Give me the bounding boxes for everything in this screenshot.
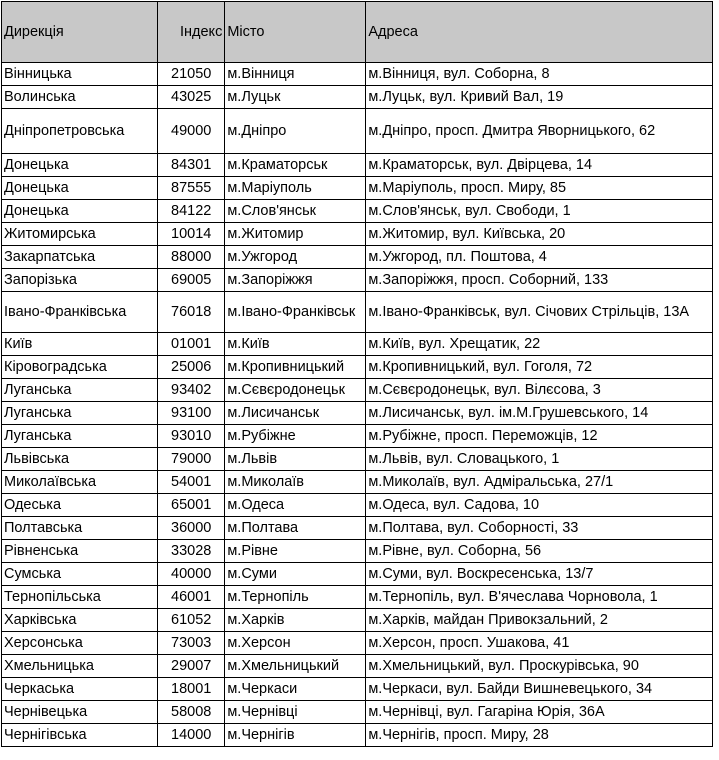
cell-city: м.Миколаїв: [225, 471, 366, 494]
table-row: [2, 448, 713, 471]
cell-index: 73003: [158, 632, 225, 655]
cell-index: 01001: [158, 333, 225, 356]
table-row: [2, 379, 713, 402]
cell-address: м.Суми, вул. Воскресенська, 13/7: [366, 563, 713, 586]
table-row: [2, 517, 713, 540]
cell-directorate: Кіровоградська: [2, 356, 158, 379]
header-index: Індекс: [158, 2, 225, 63]
cell-city: м.Кропивницький: [225, 356, 366, 379]
cell-address: м.Рубіжне, просп. Переможців, 12: [366, 425, 713, 448]
cell-index: 88000: [158, 246, 225, 269]
table-row: [2, 200, 713, 223]
cell-index: 93100: [158, 402, 225, 425]
cell-city: м.Ужгород: [225, 246, 366, 269]
cell-directorate: Донецька: [2, 177, 158, 200]
cell-index: 33028: [158, 540, 225, 563]
table-row: [2, 471, 713, 494]
cell-directorate: Івано-Франківська: [2, 292, 158, 333]
table-row: [2, 632, 713, 655]
cell-address: м.Житомир, вул. Київська, 20: [366, 223, 713, 246]
cell-index: 49000: [158, 109, 225, 154]
table-row: [2, 609, 713, 632]
cell-index: 76018: [158, 292, 225, 333]
cell-index: 46001: [158, 586, 225, 609]
cell-index: 36000: [158, 517, 225, 540]
cell-index: 87555: [158, 177, 225, 200]
cell-directorate: Харківська: [2, 609, 158, 632]
cell-city: м.Херсон: [225, 632, 366, 655]
cell-directorate: Чернігівська: [2, 724, 158, 747]
cell-index: 40000: [158, 563, 225, 586]
cell-directorate: Миколаївська: [2, 471, 158, 494]
cell-index: 93010: [158, 425, 225, 448]
cell-city: м.Харків: [225, 609, 366, 632]
table-row: [2, 425, 713, 448]
cell-address: м.Лисичанськ, вул. ім.М.Грушевського, 14: [366, 402, 713, 425]
cell-directorate: Тернопільська: [2, 586, 158, 609]
cell-index: 25006: [158, 356, 225, 379]
cell-address: м.Полтава, вул. Соборності, 33: [366, 517, 713, 540]
cell-address: м.Київ, вул. Хрещатик, 22: [366, 333, 713, 356]
cell-index: 93402: [158, 379, 225, 402]
cell-index: 29007: [158, 655, 225, 678]
cell-address: м.Кропивницький, вул. Гоголя, 72: [366, 356, 713, 379]
header-city: Місто: [225, 2, 366, 63]
cell-directorate: Закарпатська: [2, 246, 158, 269]
cell-index: 84122: [158, 200, 225, 223]
cell-directorate: Полтавська: [2, 517, 158, 540]
cell-city: м.Полтава: [225, 517, 366, 540]
table-row: [2, 269, 713, 292]
table-row: [2, 540, 713, 563]
cell-address: м.Ужгород, пл. Поштова, 4: [366, 246, 713, 269]
cell-city: м.Львів: [225, 448, 366, 471]
table-row: [2, 563, 713, 586]
cell-directorate: Дніпропетровська: [2, 109, 158, 154]
cell-directorate: Чернівецька: [2, 701, 158, 724]
cell-index: 84301: [158, 154, 225, 177]
table-row: [2, 724, 713, 747]
cell-directorate: Рівненська: [2, 540, 158, 563]
cell-city: м.Рубіжне: [225, 425, 366, 448]
cell-city: м.Сєвєродонецьк: [225, 379, 366, 402]
cell-index: 18001: [158, 678, 225, 701]
cell-address: м.Черкаси, вул. Байди Вишневецького, 34: [366, 678, 713, 701]
cell-city: м.Івано-Франківськ: [225, 292, 366, 333]
cell-city: м.Запоріжжя: [225, 269, 366, 292]
cell-directorate: Житомирська: [2, 223, 158, 246]
cell-address: м.Львів, вул. Словацького, 1: [366, 448, 713, 471]
cell-directorate: Одеська: [2, 494, 158, 517]
table-row: [2, 86, 713, 109]
cell-directorate: Київ: [2, 333, 158, 356]
cell-city: м.Луцьк: [225, 86, 366, 109]
cell-index: 61052: [158, 609, 225, 632]
cell-city: м.Краматорськ: [225, 154, 366, 177]
cell-address: м.Чернівці, вул. Гагаріна Юрія, 36А: [366, 701, 713, 724]
cell-index: 79000: [158, 448, 225, 471]
cell-index: 58008: [158, 701, 225, 724]
cell-city: м.Дніпро: [225, 109, 366, 154]
table-row: [2, 63, 713, 86]
cell-address: м.Вінниця, вул. Соборна, 8: [366, 63, 713, 86]
table-row: [2, 402, 713, 425]
table-row: [2, 246, 713, 269]
cell-directorate: Донецька: [2, 200, 158, 223]
cell-directorate: Луганська: [2, 425, 158, 448]
table-row: [2, 678, 713, 701]
table-row: [2, 333, 713, 356]
cell-directorate: Херсонська: [2, 632, 158, 655]
cell-address: м.Івано-Франківськ, вул. Січових Стрільців, 13А: [366, 292, 713, 333]
cell-address: м.Миколаїв, вул. Адміральська, 27/1: [366, 471, 713, 494]
cell-address: м.Краматорськ, вул. Двірцева, 14: [366, 154, 713, 177]
cell-directorate: Луганська: [2, 402, 158, 425]
table-row: [2, 356, 713, 379]
directorates-table: [1, 1, 713, 747]
cell-directorate: Луганська: [2, 379, 158, 402]
header-row: [2, 2, 713, 63]
cell-directorate: Черкаська: [2, 678, 158, 701]
cell-address: м.Тернопіль, вул. В'ячеслава Чорновола, 1: [366, 586, 713, 609]
cell-city: м.Слов'янськ: [225, 200, 366, 223]
cell-address: м.Дніпро, просп. Дмитра Яворницького, 62: [366, 109, 713, 154]
cell-directorate: Запорізька: [2, 269, 158, 292]
cell-directorate: Донецька: [2, 154, 158, 177]
cell-directorate: Львівська: [2, 448, 158, 471]
cell-city: м.Чернівці: [225, 701, 366, 724]
cell-city: м.Чернігів: [225, 724, 366, 747]
table-row: [2, 586, 713, 609]
cell-city: м.Черкаси: [225, 678, 366, 701]
cell-city: м.Вінниця: [225, 63, 366, 86]
cell-address: м.Маріуполь, просп. Миру, 85: [366, 177, 713, 200]
cell-address: м.Одеса, вул. Садова, 10: [366, 494, 713, 517]
header-directorate: Дирекція: [2, 2, 158, 63]
cell-city: м.Одеса: [225, 494, 366, 517]
cell-address: м.Чернігів, просп. Миру, 28: [366, 724, 713, 747]
cell-index: 14000: [158, 724, 225, 747]
cell-index: 54001: [158, 471, 225, 494]
cell-city: м.Житомир: [225, 223, 366, 246]
cell-index: 43025: [158, 86, 225, 109]
cell-directorate: Вінницька: [2, 63, 158, 86]
cell-city: м.Маріуполь: [225, 177, 366, 200]
cell-directorate: Волинська: [2, 86, 158, 109]
cell-index: 69005: [158, 269, 225, 292]
cell-city: м.Суми: [225, 563, 366, 586]
table-row: [2, 223, 713, 246]
cell-index: 21050: [158, 63, 225, 86]
cell-address: м.Слов'янськ, вул. Свободи, 1: [366, 200, 713, 223]
table-body: [2, 63, 713, 747]
cell-city: м.Київ: [225, 333, 366, 356]
table-row: [2, 109, 713, 154]
table-row: [2, 154, 713, 177]
cell-address: м.Луцьк, вул. Кривий Вал, 19: [366, 86, 713, 109]
table-row: [2, 292, 713, 333]
cell-address: м.Рівне, вул. Соборна, 56: [366, 540, 713, 563]
cell-address: м.Хмельницький, вул. Проскурівська, 90: [366, 655, 713, 678]
cell-city: м.Лисичанськ: [225, 402, 366, 425]
cell-address: м.Запоріжжя, просп. Соборний, 133: [366, 269, 713, 292]
cell-city: м.Тернопіль: [225, 586, 366, 609]
table-row: [2, 177, 713, 200]
table-row: [2, 655, 713, 678]
cell-directorate: Хмельницька: [2, 655, 158, 678]
cell-address: м.Харків, майдан Привокзальний, 2: [366, 609, 713, 632]
cell-address: м.Херсон, просп. Ушакова, 41: [366, 632, 713, 655]
cell-city: м.Рівне: [225, 540, 366, 563]
cell-index: 10014: [158, 223, 225, 246]
header-address: Адреса: [366, 2, 713, 63]
table-row: [2, 701, 713, 724]
cell-address: м.Сєвєродонецьк, вул. Вілєсова, 3: [366, 379, 713, 402]
cell-directorate: Сумська: [2, 563, 158, 586]
cell-index: 65001: [158, 494, 225, 517]
table-row: [2, 494, 713, 517]
cell-city: м.Хмельницький: [225, 655, 366, 678]
